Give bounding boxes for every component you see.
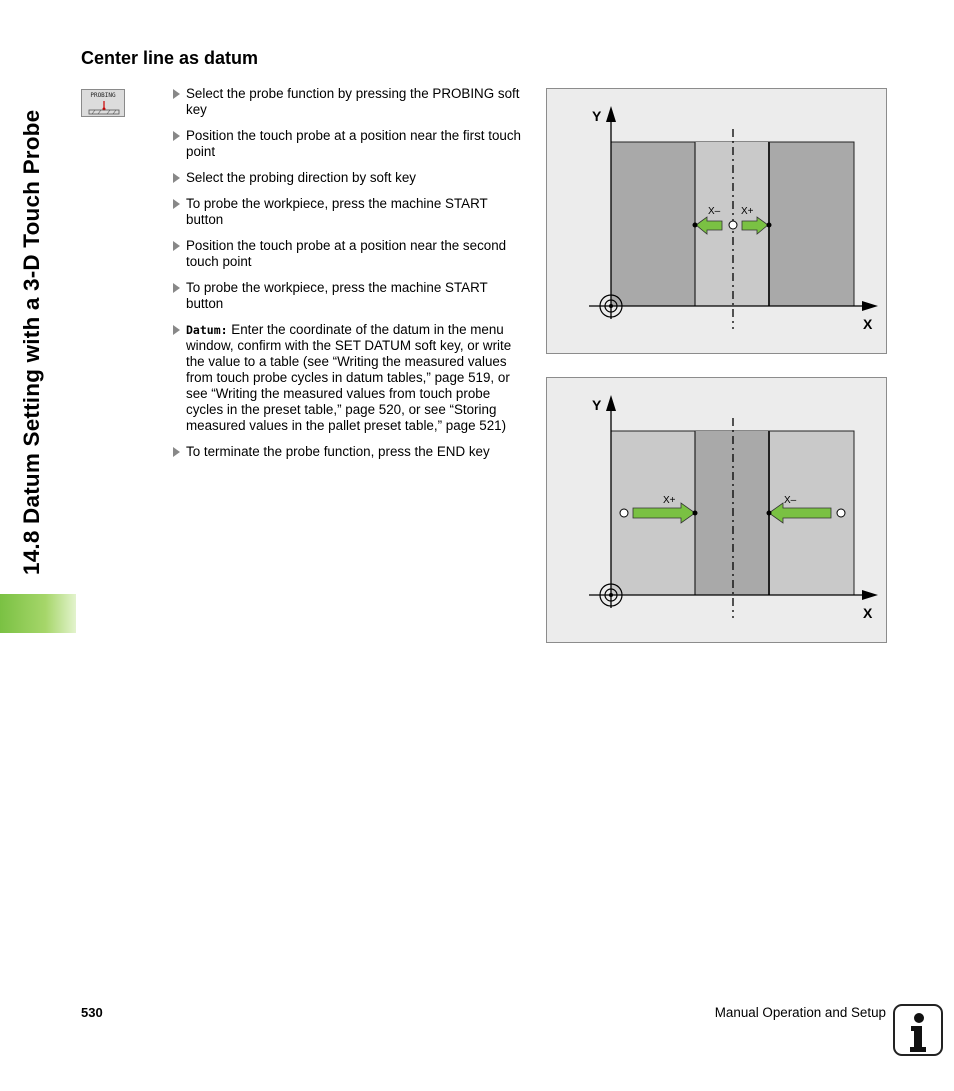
x-axis-label: X bbox=[863, 605, 873, 621]
bullet-triangle-icon bbox=[173, 325, 180, 335]
probing-softkey-icon bbox=[82, 90, 126, 118]
list-item bbox=[172, 196, 527, 228]
direction-label-right: X+ bbox=[741, 206, 754, 217]
step-text: Enter the coordinate of the datum in the menu window, confirm with the SET DATUM soft key, or write the value to a table (see “Writing the measured values from touch probe cycles in datum tables,” page 519, or see “Writing the measured values from touch probe cycles in the preset table,” page 520, or see “Storing measured values in the pallet preset table,” page 521) bbox=[186, 322, 512, 433]
center-probe-diagram bbox=[546, 88, 887, 354]
procedure-steps bbox=[172, 86, 527, 470]
direction-label-left: X– bbox=[708, 206, 721, 217]
chapter-side-title: 14.8 Datum Setting with a 3-D Touch Probe bbox=[19, 109, 44, 575]
step-text: Position the touch probe at a position near the second touch point bbox=[186, 238, 507, 269]
list-item bbox=[172, 238, 527, 270]
bullet-triangle-icon bbox=[173, 89, 180, 99]
bullet-triangle-icon bbox=[173, 131, 180, 141]
bullet-triangle-icon bbox=[173, 241, 180, 251]
center-web bbox=[695, 431, 769, 595]
bullet-triangle-icon bbox=[173, 173, 180, 183]
step-text: To probe the workpiece, press the machine START button bbox=[186, 280, 488, 311]
datum-label: Datum: bbox=[186, 323, 228, 337]
direction-label-right: X– bbox=[784, 495, 797, 506]
x-axis-label: X bbox=[863, 316, 873, 332]
step-text: To probe the workpiece, press the machine START button bbox=[186, 196, 488, 227]
footer-chapter-title: Manual Operation and Setup bbox=[714, 1005, 886, 1020]
probing-softkey bbox=[81, 89, 125, 117]
page-number: 530 bbox=[81, 1005, 103, 1020]
list-item bbox=[172, 322, 527, 434]
list-item bbox=[172, 444, 527, 460]
step-text: Select the probe function by pressing the PROBING soft key bbox=[186, 86, 520, 117]
probe-start-point bbox=[729, 221, 737, 229]
section-heading: Center line as datum bbox=[81, 48, 259, 68]
list-item bbox=[172, 280, 527, 312]
y-axis-label: Y bbox=[592, 108, 602, 124]
outer-probe-diagram bbox=[546, 377, 887, 643]
step-text: To terminate the probe function, press the END key bbox=[186, 444, 490, 459]
bullet-triangle-icon bbox=[173, 199, 180, 209]
softkey-label: PROBING bbox=[90, 92, 116, 99]
y-axis-label: Y bbox=[592, 397, 602, 413]
bullet-triangle-icon bbox=[173, 283, 180, 293]
probe-start-point-right bbox=[837, 509, 845, 517]
list-item bbox=[172, 86, 527, 118]
info-icon bbox=[893, 1004, 943, 1056]
list-item bbox=[172, 128, 527, 160]
probe-start-point-left bbox=[620, 509, 628, 517]
chapter-tab-marker bbox=[0, 594, 76, 633]
step-text: Position the touch probe at a position near the first touch point bbox=[186, 128, 521, 159]
list-item bbox=[172, 170, 527, 186]
bullet-triangle-icon bbox=[173, 447, 180, 457]
direction-label-left: X+ bbox=[663, 495, 676, 506]
step-text: Select the probing direction by soft key bbox=[186, 170, 417, 185]
